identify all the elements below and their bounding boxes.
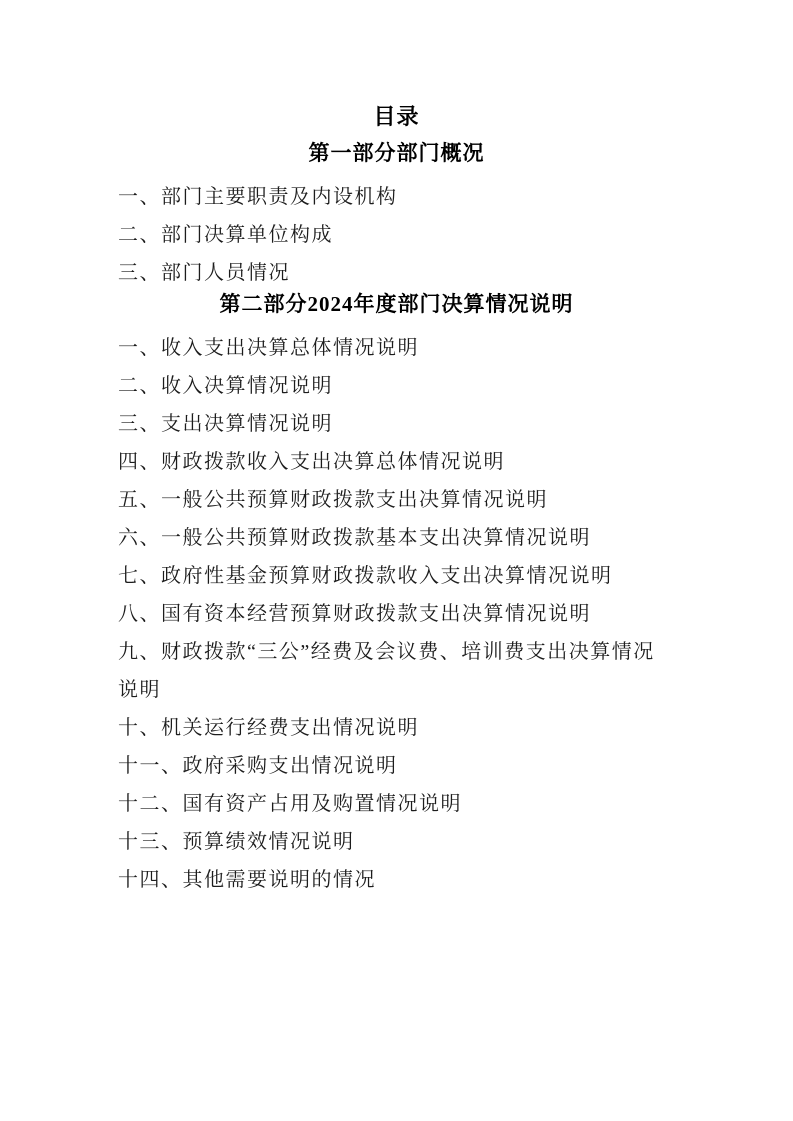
- toc-item: [118, 478, 675, 516]
- toc-list-part1: [118, 175, 675, 289]
- toc-item: [118, 782, 675, 820]
- toc-item: [118, 213, 675, 251]
- toc-item-line: 五、一般公共预算财政拨款支出决算情况说明: [118, 488, 548, 511]
- toc-item: [118, 706, 675, 744]
- toc-item-line: 二、部门决算单位构成: [118, 223, 333, 246]
- section-heading-part2: 第二部分2024年度部门决算情况说明: [219, 292, 574, 316]
- toc-list-part2: [118, 326, 675, 896]
- toc-item: [118, 554, 675, 592]
- toc-item-line: 八、国有资本经营预算财政拨款支出决算情况说明: [118, 602, 591, 625]
- toc-item-line: 六、一般公共预算财政拨款基本支出决算情况说明: [118, 526, 591, 549]
- page-title: 目录: [373, 104, 420, 129]
- toc-item-line: 一、部门主要职责及内设机构: [118, 185, 398, 208]
- toc-item-wrapped: [118, 630, 675, 706]
- toc-item: [118, 820, 675, 858]
- toc-content: [0, 138, 793, 896]
- toc-item: [118, 364, 675, 402]
- toc-item: [118, 744, 675, 782]
- toc-item: [118, 592, 675, 630]
- toc-item-line-continuation: 说明: [118, 678, 161, 701]
- toc-item: [118, 858, 675, 896]
- toc-item-line: 十四、其他需要说明的情况: [118, 868, 376, 891]
- toc-item-line: 十三、预算绩效情况说明: [118, 830, 355, 853]
- toc-item: [118, 326, 675, 364]
- toc-item-line: 七、政府性基金预算财政拨款收入支出决算情况说明: [118, 564, 613, 587]
- section-heading-part1: 第一部分部门概况: [308, 141, 485, 165]
- toc-item-line: 三、部门人员情况: [118, 261, 290, 284]
- toc-item: [118, 251, 675, 289]
- toc-item-line: 三、支出决算情况说明: [118, 412, 333, 435]
- toc-item: [118, 175, 675, 213]
- toc-item-line: 四、财政拨款收入支出决算总体情况说明: [118, 450, 505, 473]
- toc-item: [118, 440, 675, 478]
- toc-item-line: 十一、政府采购支出情况说明: [118, 754, 398, 777]
- toc-item-line: 二、收入决算情况说明: [118, 374, 333, 397]
- toc-item: [118, 402, 675, 440]
- toc-item-line: 一、收入支出决算总体情况说明: [118, 336, 419, 359]
- toc-item-line: 十二、国有资产占用及购置情况说明: [118, 792, 462, 815]
- toc-item: [118, 516, 675, 554]
- toc-item-line: 十、机关运行经费支出情况说明: [118, 716, 419, 739]
- toc-item-line: 九、财政拨款“三公”经费及会议费、培训费支出决算情况: [118, 640, 655, 663]
